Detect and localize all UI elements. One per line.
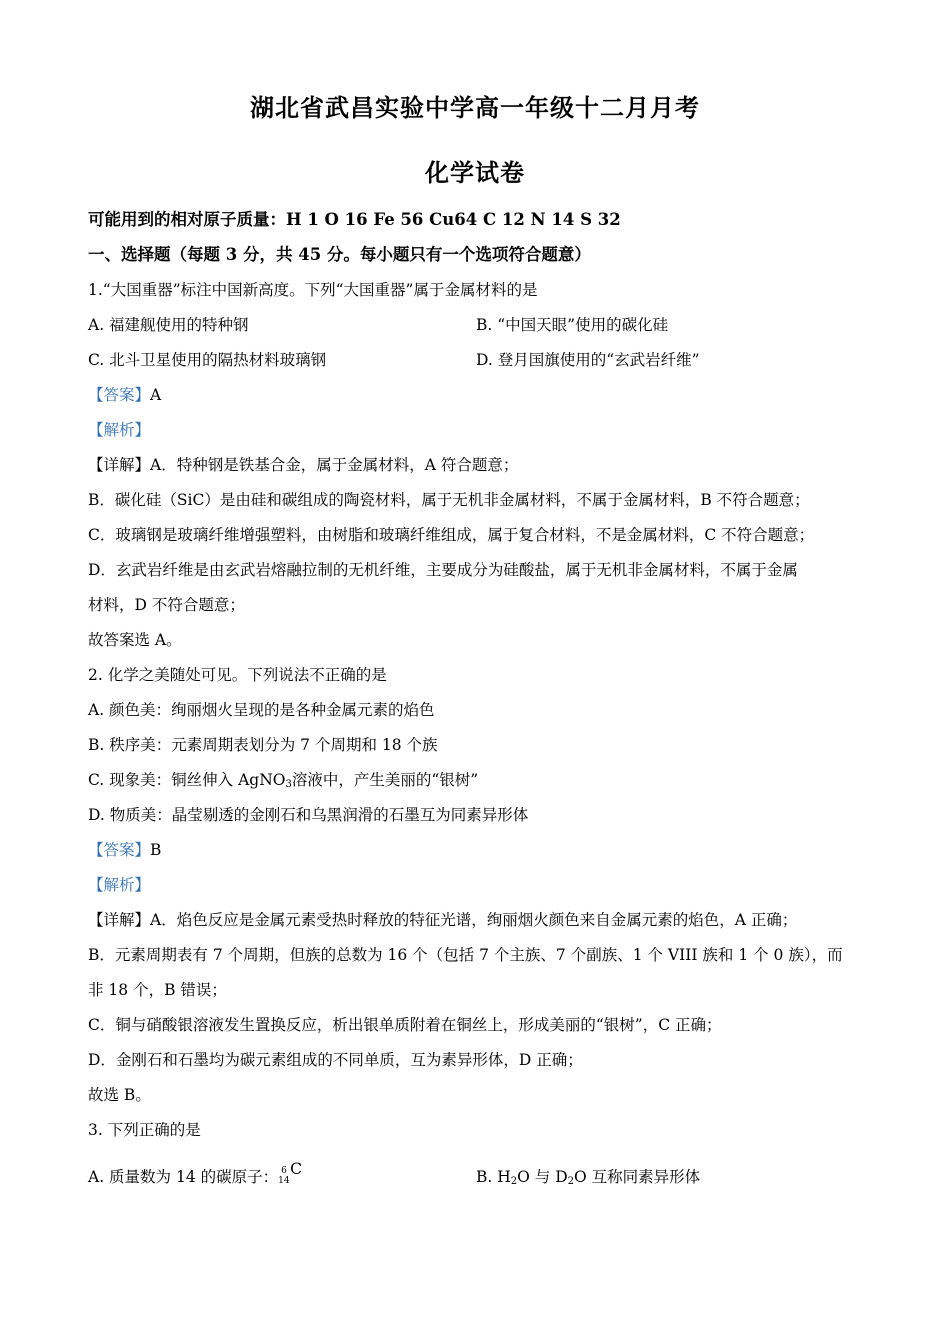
q1-options-row1 (88, 311, 868, 346)
q1-option-d: D. 登月国旗使用的“玄武岩纤维” (476, 351, 700, 369)
q2-option-c-post: 溶液中，产生美丽的“银树” (291, 771, 479, 789)
exam-content (88, 206, 868, 1195)
q2-option-d: D. 物质美：晶莹剔透的金刚石和乌黑润滑的石墨互为同素异形体 (88, 806, 529, 824)
q1-detail-b: B．碳化硅（SiC）是由硅和碳组成的陶瓷材料，属于无机非金属材料，不属于金属材料，B 不符合题意； (88, 491, 810, 509)
q2-option-c-sub: 3 (285, 779, 292, 790)
q2-detail-b2: 非 18 个，B 错误； (88, 981, 227, 999)
q2-option-b: B. 秩序美：元素周期表划分为 7 个周期和 18 个族 (88, 736, 438, 754)
q1-option-a: A. 福建舰使用的特种钢 (88, 316, 249, 334)
q2-detail-c: C．铜与硝酸银溶液发生置换反应，析出银单质附着在铜丝上，形成美丽的“银树”，C 正确； (88, 1016, 722, 1034)
q1-conclusion: 故答案选 A。 (88, 631, 182, 649)
q1-option-b: B. “中国天眼”使用的碳化硅 (476, 316, 669, 334)
q1-detail-d2: 材料，D 不符合题意； (88, 596, 245, 614)
q1-detail-d1: D．玄武岩纤维是由玄武岩熔融拉制的无机纤维，主要成分为硅酸盐，属于无机非金属材料，不属于金属 (88, 561, 798, 579)
q3-b-sub1: 2 (510, 1176, 518, 1187)
q3-options-row1 (88, 1151, 868, 1195)
q1-answer-tag: 【答案】 (88, 386, 151, 404)
q1-answer-value: A (150, 386, 162, 404)
q1-detail-a-text: A．特种钢是铁基合金，属于金属材料，A 符合题意； (150, 456, 519, 474)
q2-answer-value: B (150, 841, 162, 859)
q1-answer (88, 381, 868, 416)
carbon-nuclide-symbol (278, 1151, 308, 1186)
q2-conclusion: 故选 B。 (88, 1086, 151, 1104)
q3-stem: 3. 下列正确的是 (88, 1121, 201, 1139)
q3-b-part2: O 与 D (517, 1168, 568, 1186)
nuclide-subscript: 14 (278, 1176, 290, 1186)
q3-option-a (88, 1151, 476, 1195)
q1-option-c: C. 北斗卫星使用的隔热材料玻璃钢 (88, 351, 327, 369)
q2-answer-tag: 【答案】 (88, 841, 151, 859)
q2-detail-b1: B．元素周期表有 7 个周期，但族的总数为 16 个（包括 7 个主族、7 个副族、1 个 VIII 族和 1 个 0 族），而 (88, 946, 843, 964)
q1-detail-c: C．玻璃钢是玻璃纤维增强塑料，由树脂和玻璃纤维组成，属于复合材料，不是金属材料，C 不符合题意； (88, 526, 815, 544)
section-heading: 一、选择题（每题 3 分，共 45 分。每小题只有一个选项符合题意） (88, 245, 591, 264)
exam-subtitle: 化学试卷 (425, 158, 525, 187)
q2-detail-a-text: A．焰色反应是金属元素受热时释放的特征光谱，绚丽烟火颜色来自金属元素的焰色，A 正确； (150, 911, 798, 929)
q1-analysis-tag: 【解析】 (88, 421, 151, 439)
q2-option-c-pre: C. 现象美：铜丝伸入 AgNO (88, 771, 286, 789)
q1-stem: 1.“大国重器”标注中国新高度。下列“大国重器”属于金属材料的是 (88, 281, 538, 299)
q2-detail-a (88, 906, 868, 941)
nuclide-element: C (290, 1160, 303, 1178)
atomic-masses: 可能用到的相对原子质量：H 1 O 16 Fe 56 Cu64 C 12 N 14 S 32 (88, 210, 621, 229)
q3-option-a-text: A. 质量数为 14 的碳原子： (88, 1168, 279, 1186)
q2-option-a: A. 颜色美：绚丽烟火呈现的是各种金属元素的焰色 (88, 701, 435, 719)
nuclide-superscript: 6 (281, 1166, 287, 1176)
q3-b-sub2: 2 (567, 1176, 575, 1187)
q2-stem: 2. 化学之美随处可见。下列说法不正确的是 (88, 666, 387, 684)
q1-options-row2 (88, 346, 868, 381)
exam-title: 湖北省武昌实验中学高一年级十二月月考 (250, 93, 700, 122)
q3-b-part3: O 互称同素异形体 (574, 1168, 701, 1186)
q2-detail-d: D．金刚石和石墨均为碳元素组成的不同单质，互为素异形体，D 正确； (88, 1051, 583, 1069)
q1-detail-a (88, 451, 868, 486)
q3-b-part1: B. H (476, 1168, 511, 1186)
q2-detail-tag: 【详解】 (88, 911, 151, 929)
q3-option-b (476, 1151, 700, 1195)
q1-detail-tag: 【详解】 (88, 456, 151, 474)
q2-option-c (88, 766, 868, 801)
q2-analysis-tag: 【解析】 (88, 876, 151, 894)
q2-answer (88, 836, 868, 871)
